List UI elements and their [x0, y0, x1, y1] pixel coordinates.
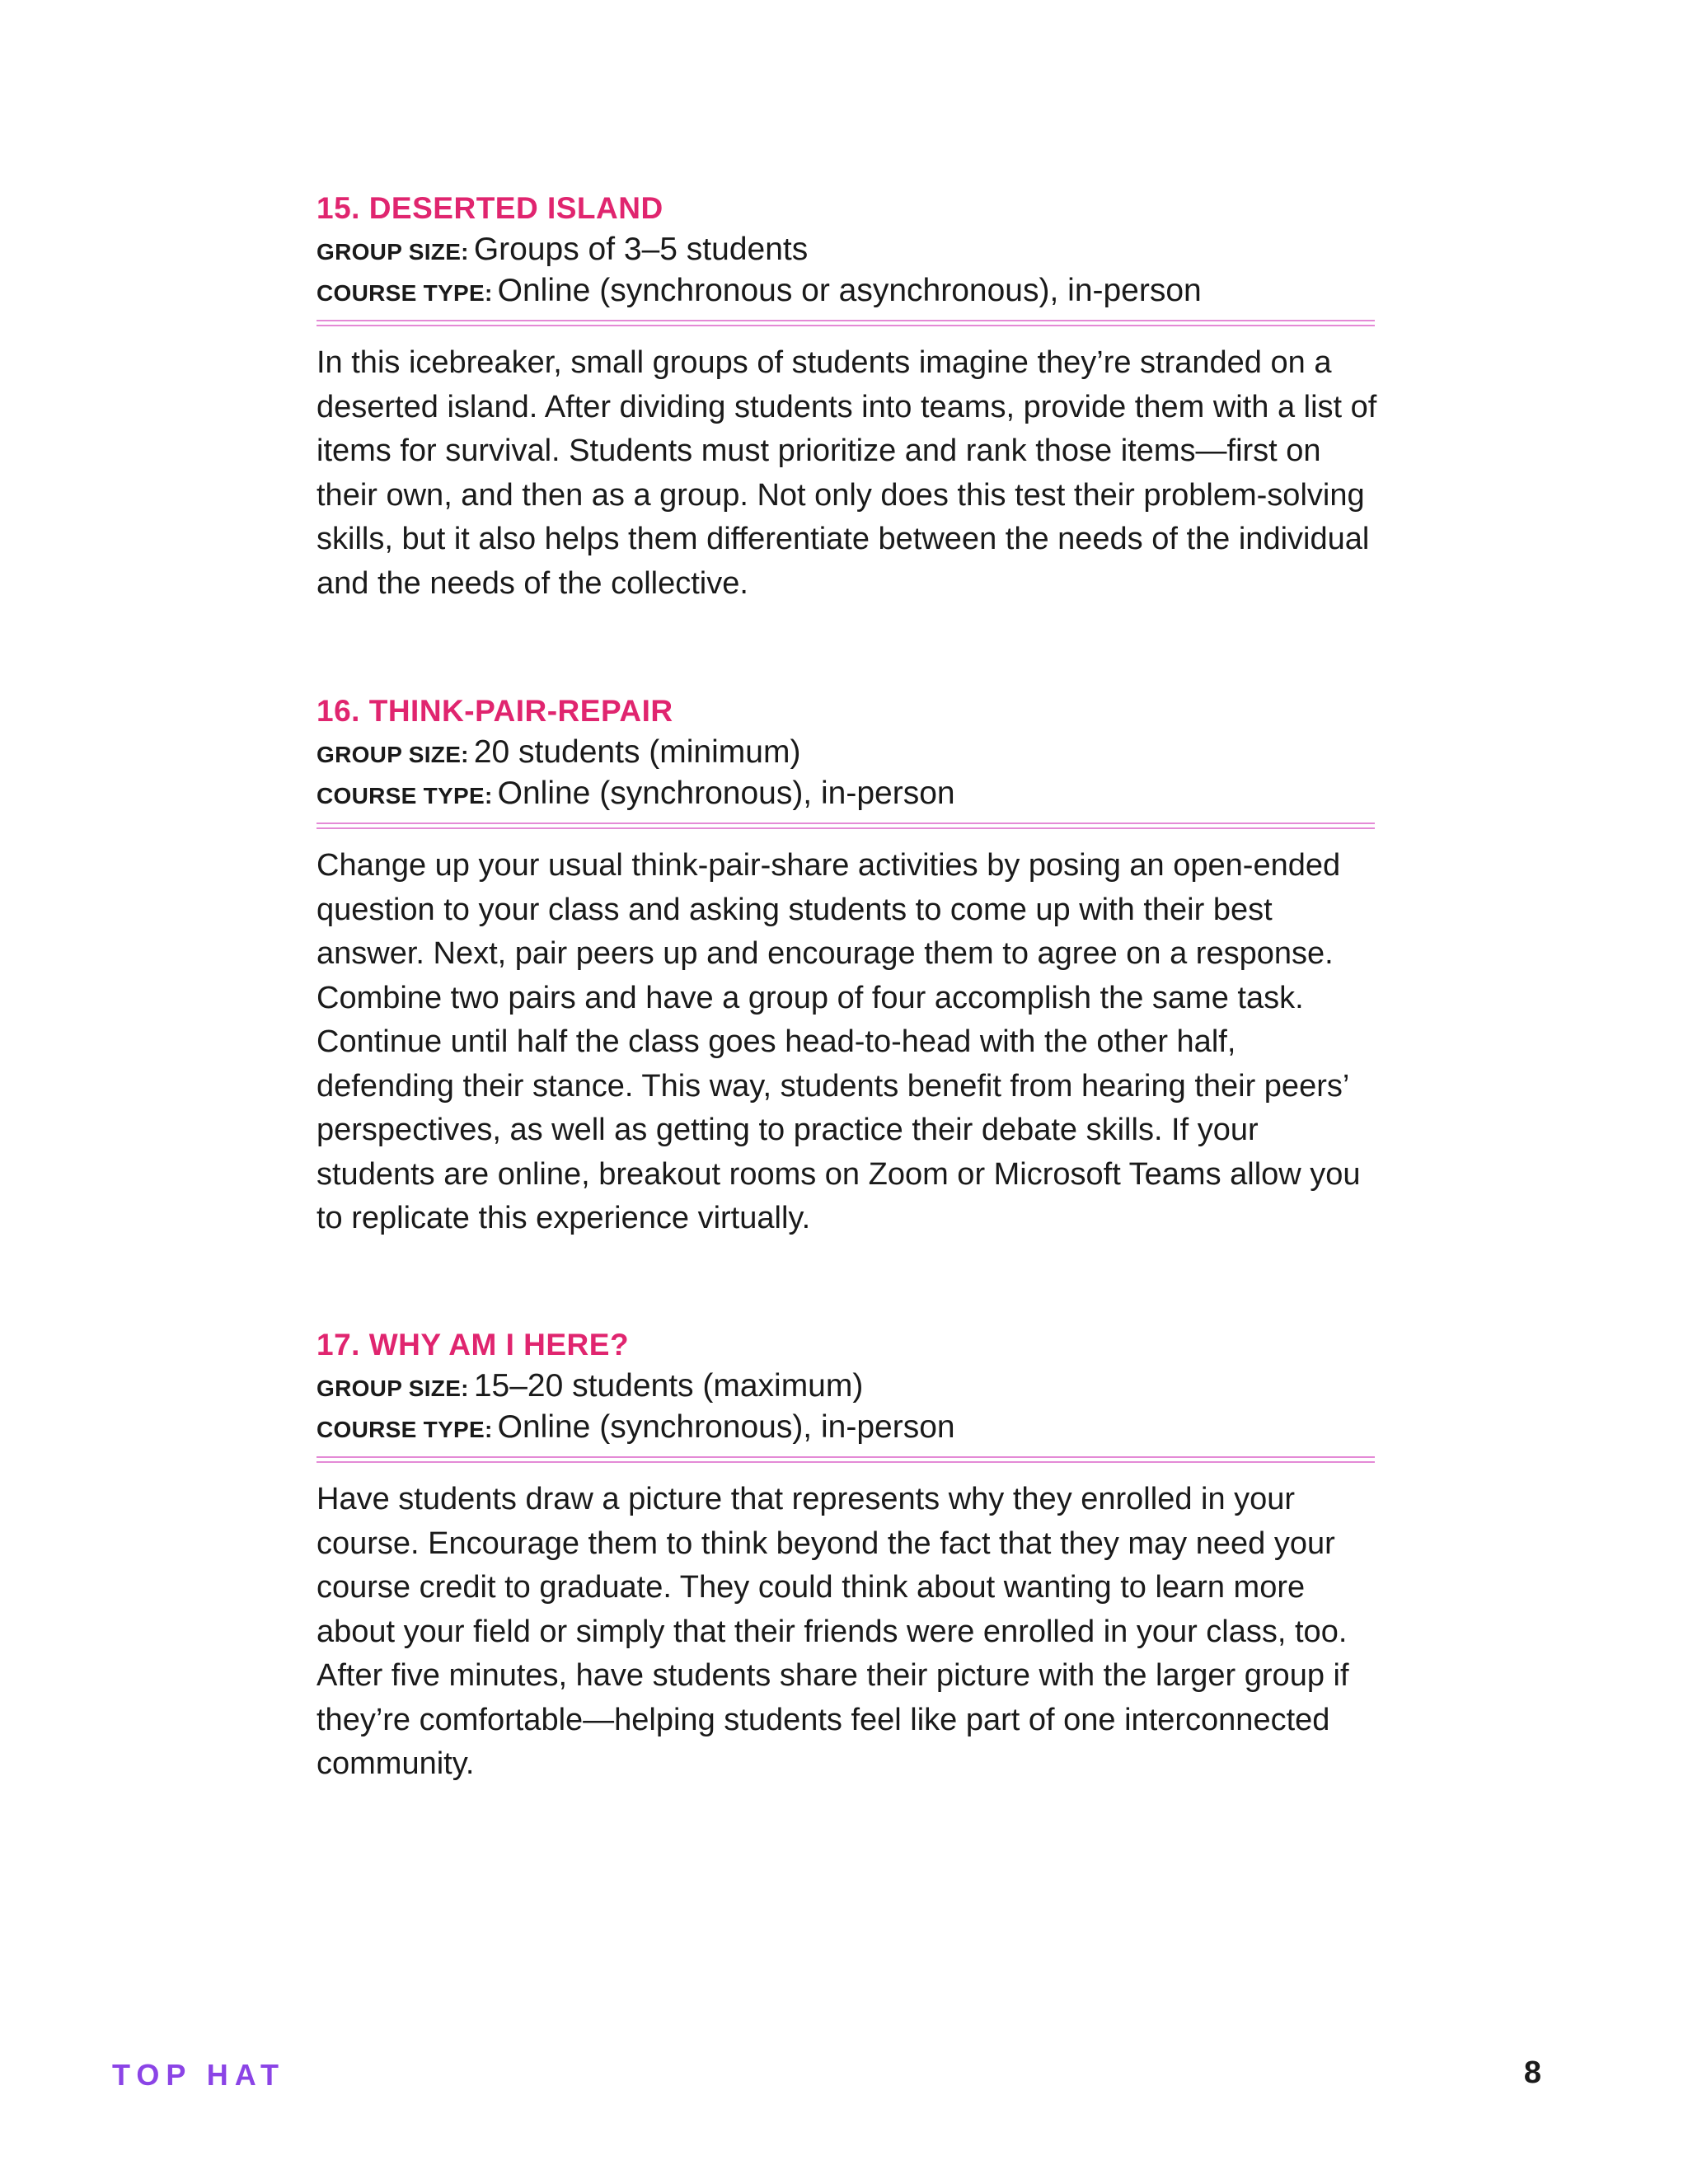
group-size-value: Groups of 3–5 students	[473, 232, 809, 267]
section-title: 16. THINK-PAIR-REPAIR	[316, 694, 673, 728]
section-divider	[316, 823, 1375, 829]
group-size-label: GROUP SIZE:	[316, 1376, 469, 1401]
course-type-value: Online (synchronous or asynchronous), in-person	[497, 273, 1202, 308]
group-size-line	[316, 732, 1375, 773]
top-hat-logo: TOP HAT	[112, 2058, 286, 2092]
section-title: 15. DESERTED ISLAND	[316, 191, 663, 225]
course-type-label: COURSE TYPE:	[316, 783, 493, 808]
group-size-line	[316, 229, 1375, 270]
group-size-label: GROUP SIZE:	[316, 239, 469, 265]
course-type-line	[316, 773, 1375, 814]
group-size-value: 20 students (minimum)	[473, 734, 801, 770]
section-divider	[316, 320, 1375, 326]
section-body: In this icebreaker, small groups of students imagine they’re stranded on a deserted island. After dividing students into teams, provide them with a list of items for survival. Students must prioritize and rank those items—first on their own, and then as a group. Not only does this test their problem-solving skills, but it also helps them differentiate between the needs of the individual and the needs of the collective.	[316, 345, 1377, 601]
section-why-am-i-here	[316, 1324, 1375, 1787]
section-think-pair-repair	[316, 691, 1375, 1241]
section-divider	[316, 1456, 1375, 1463]
course-type-label: COURSE TYPE:	[316, 1417, 493, 1442]
course-type-line	[316, 270, 1375, 312]
section-body: Have students draw a picture that represents why they enrolled in your course. Encourage them to think beyond the fact that they may need your course credit to graduate. They could think about wanting to learn more about your field or simply that their friends were enrolled in your class, too. After five minutes, have students share their picture with the larger group if they’re comfortable—helping students feel like part of one interconnected community.	[316, 1482, 1349, 1781]
page-number: 8	[1523, 2055, 1541, 2090]
group-size-line	[316, 1366, 1375, 1407]
section-deserted-island	[316, 188, 1375, 606]
section-body: Change up your usual think-pair-share activities by posing an open-ended question to your class and asking students to come up with their best answer. Next, pair peers up and encourage them to agree on a response. Combine two pairs and have a group of four accomplish the same task. Continue until half the class goes head-to-head with the other half, defending their stance. This way, students benefit from hearing their peers’ perspectives, as well as getting to practice their debate skills. If your students are online, breakout rooms on Zoom or Microsoft Teams allow you to replicate this experience virtually.	[316, 848, 1361, 1235]
group-size-label: GROUP SIZE:	[316, 742, 469, 767]
course-type-label: COURSE TYPE:	[316, 280, 493, 306]
course-type-value: Online (synchronous), in-person	[497, 1409, 955, 1445]
section-title: 17. WHY AM I HERE?	[316, 1328, 630, 1361]
course-type-value: Online (synchronous), in-person	[497, 776, 955, 811]
group-size-value: 15–20 students (maximum)	[473, 1368, 864, 1404]
course-type-line	[316, 1407, 1375, 1448]
